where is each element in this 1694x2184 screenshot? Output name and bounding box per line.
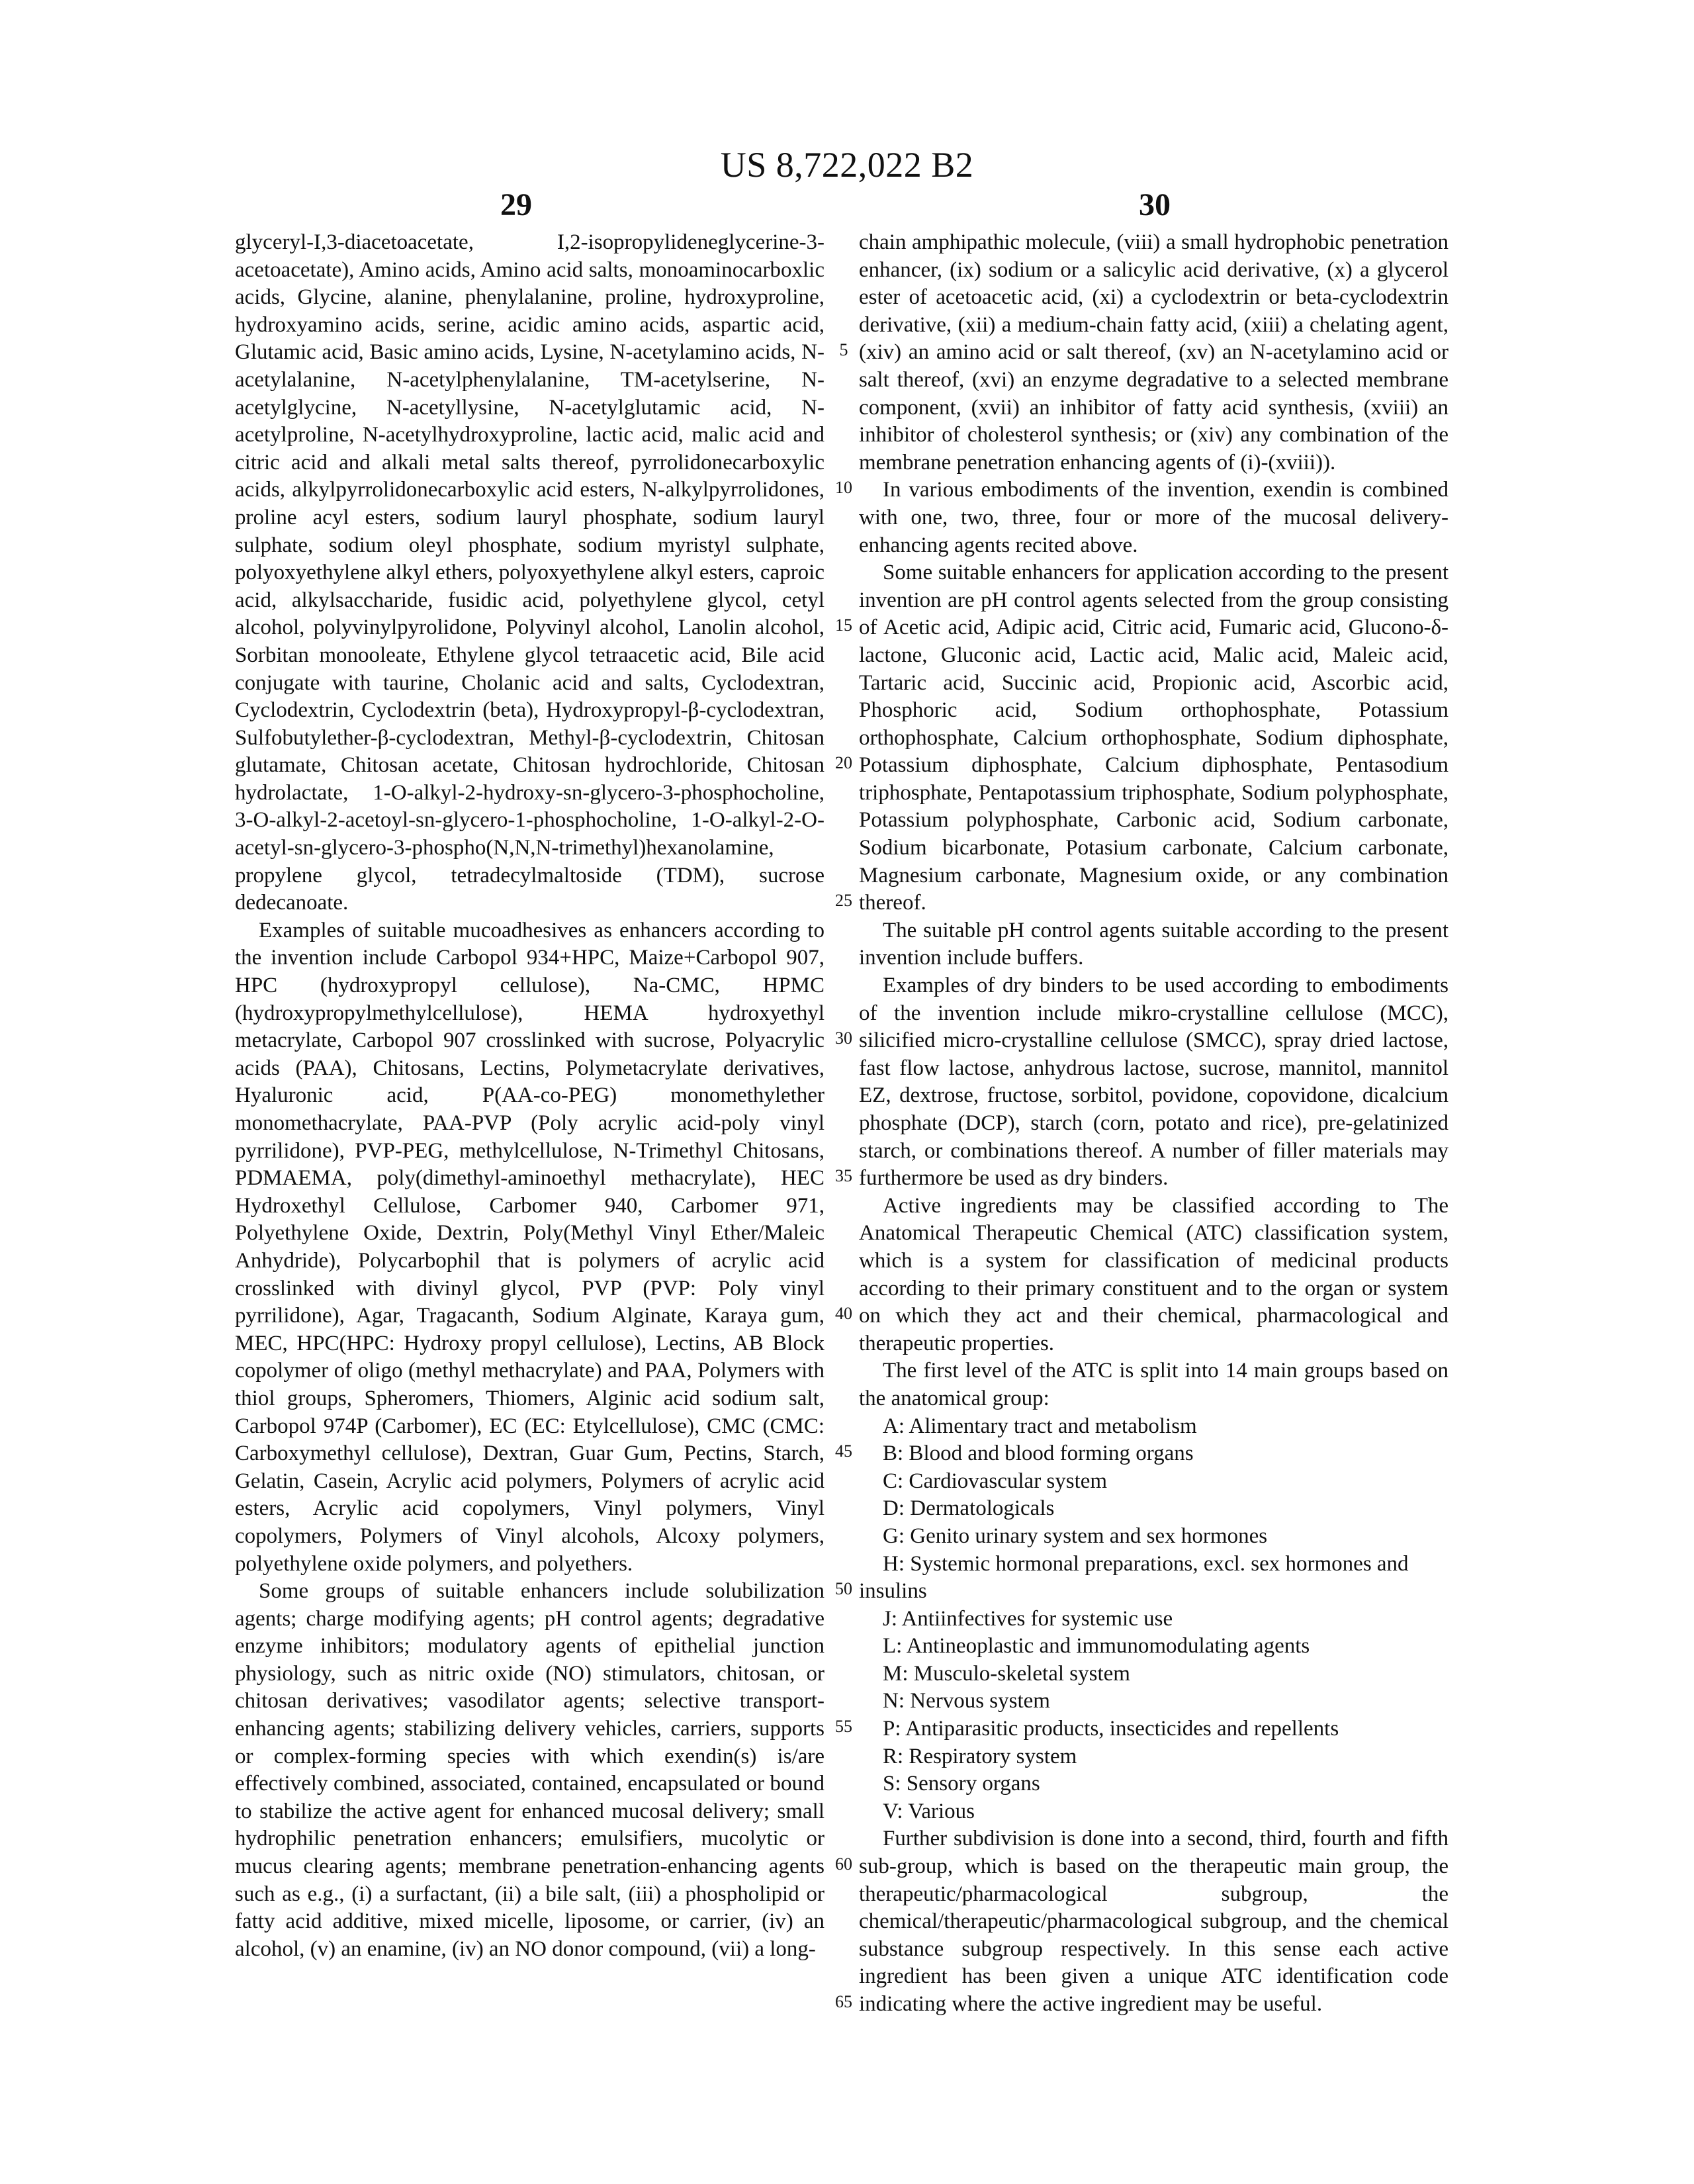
right-column bbox=[859, 229, 1449, 2019]
atc-group-item: D: Dermatologicals bbox=[883, 1496, 1055, 1521]
atc-group-item: C: Cardiovascular system bbox=[883, 1469, 1108, 1493]
atc-group-item: V: Various bbox=[883, 1799, 975, 1823]
atc-group-item: R: Respiratory system bbox=[883, 1744, 1077, 1768]
paragraph: The suitable pH control agents suitable according to the present invention include buffers. bbox=[859, 918, 1449, 970]
page-number-left: 29 bbox=[500, 187, 532, 222]
patent-number: US 8,722,022 B2 bbox=[720, 145, 974, 185]
page-number-right: 30 bbox=[1139, 187, 1171, 222]
paragraph: Examples of suitable mucoadhesives as enhancers according to the invention include Carbopol 934+HPC, Maize+Carbopol 907, HPC (hydroxypropyl cellulose), Na-CMC, HPMC (hydroxypropylmethylcellulose), HEMA hydroxyethyl metacrylate, Carbopol 907 crosslinked with sucrose, Polyacrylic acids (PAA), Chitosans, Lectins, Polymetacrylate derivatives, Hyaluronic acid, P(AA-co-PEG) monomethylether monomethacrylate, PAA-PVP (Poly acrylic acid-poly vinyl pyrrilidone), PVP-PEG, methylcellulose, N-Trimethyl Chitosans, PDMAEMA, poly(dimethyl-aminoethyl methacrylate), HEC Hydroxethyl Cellulose, Carbomer 940, Carbomer 971, Polyethylene Oxide, Dextrin, Poly(Methyl Vinyl Ether/Maleic Anhydride), Polycarbophil that is polymers of acrylic acid crosslinked with divinyl glycol, PVP (PVP: Poly vinyl pyrrilidone), Agar, Tragacanth, Sodium Alginate, Karaya gum, MEC, HPC(HPC: Hydroxy propyl cellulose), Lectins, AB Block copolymer of oligo (methyl methacrylate) and PAA, Polymers with thiol groups, Spheromers, Thiomers, Alginic acid sodium salt, Carbopol 974P (Carbomer), EC (EC: Etylcellulose), CMC (CMC: Carboxymethyl cellulose), Dextran, Guar Gum, Pectins, Starch, Gelatin, Casein, Acrylic acid polymers, Polymers of acrylic acid esters, Acrylic acid copolymers, Vinyl polymers, Vinyl copolymers, Polymers of Vinyl alcohols, Alcoxy polymers, polyethylene oxide polymers, and polyethers. bbox=[235, 918, 825, 1576]
line-number: 60 bbox=[835, 1854, 852, 1874]
paragraph: In various embodiments of the invention, exendin is combined with one, two, three, four or more of the mucosal delivery-enhancing agents recited above. bbox=[859, 478, 1449, 557]
paragraph: Some groups of suitable enhancers include solubilization agents; charge modifying agents; pH control agents; degradative enzyme inhibitors; modulatory agents of epithelial junction physiology, such as nitric oxide (NO) stimulators, chitosan, or chitosan derivatives; vasodilator agents; selective transport-enhancing agents; stabilizing delivery vehicles, carriers, supports or complex-forming species with which exendin(s) is/are effectively combined, associated, contained, encapsulated or bound to stabilize the active agent for enhanced mucosal delivery; small hydrophilic penetration enhancers; emulsifiers, mucolytic or mucus clearing agents; membrane penetration-enhancing agents such as e.g., (i) a surfactant, (ii) a bile salt, (iii) a phospholipid or fatty acid additive, mixed micelle, liposome, or carrier, (iv) an alcohol, (v) an enamine, (iv) an NO donor compound, (vii) a long- bbox=[235, 1579, 825, 1961]
atc-group-item: G: Genito urinary system and sex hormones bbox=[883, 1524, 1268, 1548]
left-column bbox=[235, 229, 825, 1963]
atc-group-item: S: Sensory organs bbox=[883, 1772, 1040, 1796]
line-number: 35 bbox=[835, 1166, 852, 1185]
line-number: 10 bbox=[835, 478, 852, 497]
atc-group-item: H: Systemic hormonal preparations, excl. sex hormones and insulins bbox=[859, 1551, 1409, 1604]
paragraph: glyceryl-I,3-diacetoacetate, I,2-isopropylideneglycerine-3-acetoacetate), Amino acids, Amino acid salts, monoaminocarboxlic acids, Glycine, alanine, phenylalanine, proline, hydroxyproline, hydroxyamino acids, serine, acidic amino acids, aspartic acid, Glutamic acid, Basic amino acids, Lysine, N-acetylamino acids, N-acetylalanine, N-acetylphenylalanine, TM-acetylserine, N-acetylglycine, N-acetyllysine, N-acetylglutamic acid, N-acetylproline, N-acetylhydroxyproline, lactic acid, malic acid and citric acid and alkali metal salts thereof, pyrrolidonecarboxylic acids, alkylpyrrolidonecarboxylic acid esters, N-alkylpyrrolidones, proline acyl esters, sodium lauryl phosphate, sodium lauryl sulphate, sodium oleyl phosphate, sodium myristyl sulphate, polyoxyethylene alkyl ethers, polyoxyethylene alkyl esters, caproic acid, alkylsaccharide, fusidic acid, polyethylene glycol, cetyl alcohol, polyvinylpyrolidone, Polyvinyl alcohol, Lanolin alcohol, Sorbitan monooleate, Ethylene glycol tetraacetic acid, Bile acid conjugate with taurine, Cholanic acid and salts, Cyclodextran, Cyclodextrin, Cyclodextrin (beta), Hydroxypropyl-β-cyclodextran, Sulfobutylether-β-cyclodextran, Methyl-β-cyclodextrin, Chitosan glutamate, Chitosan acetate, Chitosan hydrochloride, Chitosan hydrolactate, 1-O-alkyl-2-hydroxy-sn-glycero-3-phosphocholine, 3-O-alkyl-2-acetoyl-sn-glycero-1-phosphocholine, 1-O-alkyl-2-O-acetyl-sn-glycero-3-phospho(N,N,N-trimethyl)hexanolamine, propylene glycol, tetradecylmaltoside (TDM), sucrose dedecanoate. bbox=[235, 230, 825, 915]
line-number: 40 bbox=[835, 1304, 852, 1323]
line-number: 65 bbox=[835, 1992, 852, 2011]
paragraph: Further subdivision is done into a second, third, fourth and fifth sub-group, which is based on the therapeutic main group, the therapeutic/pharmacological subgroup, the chemical/therapeutic/pharmacological subgroup, and the chemical substance subgroup respectively. In this sense each active ingredient has been given a unique ATC identification code indicating where the active ingredient may be useful. bbox=[859, 1827, 1449, 2016]
line-number: 50 bbox=[835, 1579, 852, 1598]
line-number: 45 bbox=[835, 1441, 852, 1461]
line-number: 5 bbox=[839, 340, 848, 359]
paragraph: Active ingredients may be classified according to The Anatomical Therapeutic Chemical (ATC) classification system, which is a system for classification of medicinal products according to their primary constituent and to the organ or system on which they act and their chemical, pharmacological and therapeutic properties. bbox=[859, 1193, 1449, 1355]
atc-group-item: P: Antiparasitic products, insecticides and repellents bbox=[883, 1717, 1339, 1741]
atc-group-item: J: Antiinfectives for systemic use bbox=[883, 1606, 1173, 1631]
paragraph: chain amphipathic molecule, (viii) a small hydrophobic penetration enhancer, (ix) sodium or a salicylic acid derivative, (x) a glycerol ester of acetoacetic acid, (xi) a cyclodextrin or beta-cyclodextrin derivative, (xii) a medium-chain fatty acid, (xiii) a chelating agent, (xiv) an amino acid or salt thereof, (xv) an N-acetylamino acid or salt thereof, (xvi) an enzyme degradative to a selected membrane component, (xvii) an inhibitor of fatty acid synthesis, (xviii) an inhibitor of cholesterol synthesis; or (xiv) any combination of the membrane penetration enhancing agents of (i)-(xviii)). bbox=[859, 230, 1449, 475]
line-number: 15 bbox=[835, 615, 852, 635]
paragraph: The first level of the ATC is split into 14 main groups based on the anatomical group: bbox=[859, 1359, 1449, 1410]
atc-group-item: M: Musculo-skeletal system bbox=[883, 1661, 1130, 1686]
line-number: 55 bbox=[835, 1717, 852, 1736]
atc-group-item: A: Alimentary tract and metabolism bbox=[883, 1414, 1197, 1438]
paragraph: Some suitable enhancers for application according to the present invention are pH control agents selected from the group consisting of Acetic acid, Adipic acid, Citric acid, Fumaric acid, Glucono-δ-lactone, Gluconic acid, Lactic acid, Malic acid, Maleic acid, Tartaric acid, Succinic acid, Propionic acid, Ascorbic acid, Phosphoric acid, Sodium orthophosphate, Potassium orthophosphate, Calcium orthophosphate, Sodium diphosphate, Potassium diphosphate, Calcium diphosphate, Pentasodium triphosphate, Pentapotassium triphosphate, Sodium polyphosphate, Potassium polyphosphate, Carbonic acid, Sodium carbonate, Sodium bicarbonate, Potasium carbonate, Calcium carbonate, Magnesium carbonate, Magnesium oxide, or any combination thereof. bbox=[859, 561, 1449, 915]
atc-group-item: B: Blood and blood forming organs bbox=[883, 1441, 1194, 1466]
atc-group-item: N: Nervous system bbox=[883, 1689, 1050, 1713]
line-number: 20 bbox=[835, 753, 852, 772]
line-number: 25 bbox=[835, 891, 852, 910]
atc-group-item: L: Antineoplastic and immunomodulating agents bbox=[883, 1634, 1310, 1659]
paragraph: Examples of dry binders to be used according to embodiments of the invention include mikro-crystalline cellulose (MCC), silicified micro-crystalline cellulose (SMCC), spray dried lactose, fast flow lactose, anhydrous lactose, sucrose, mannitol, mannitol EZ, dextrose, fructose, sorbitol, povidone, copovidone, dicalcium phosphate (DCP), starch (corn, potato and rice), pre-gelatinized starch, or combinations thereof. A number of filler materials may furthermore be used as dry binders. bbox=[859, 974, 1449, 1191]
line-number: 30 bbox=[835, 1028, 852, 1048]
